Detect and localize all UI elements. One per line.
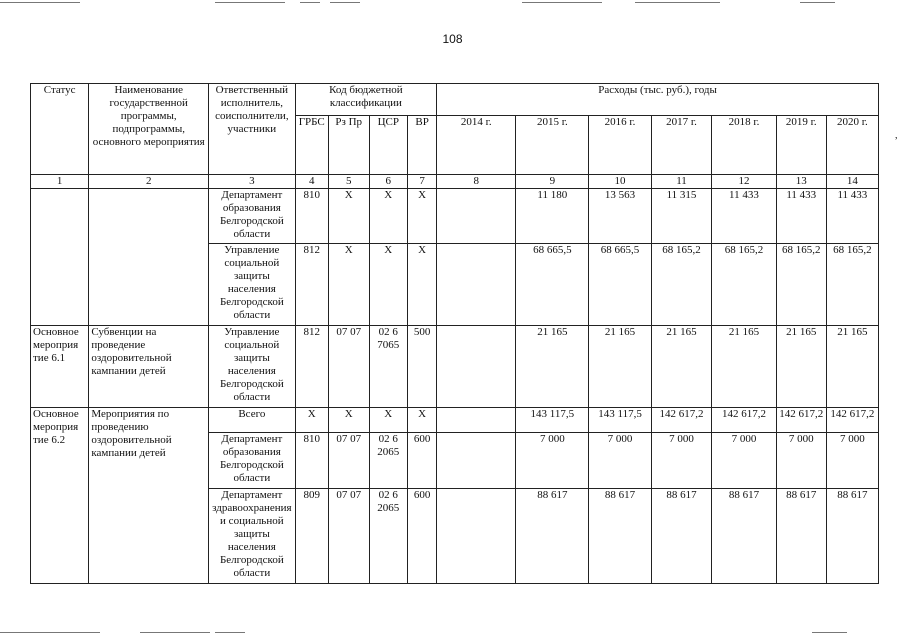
responsible-cell: Управление социальной защиты населения Белгородской области [209, 244, 295, 326]
value-cell [437, 433, 516, 489]
header-year: 2020 г. [826, 116, 878, 175]
vr-cell: 600 [408, 489, 437, 584]
grbs-cell: 812 [295, 326, 328, 408]
csr-cell: Х [369, 244, 408, 326]
value-cell: 88 617 [589, 489, 652, 584]
value-cell: 11 433 [826, 189, 878, 244]
table-row [31, 326, 879, 408]
header-year: 2016 г. [589, 116, 652, 175]
csr-cell: 02 6 2065 [369, 433, 408, 489]
header-expenses: Расходы (тыс. руб.), годы [437, 84, 879, 116]
value-cell: 142 617,2 [826, 408, 878, 433]
column-number: 1 [31, 175, 89, 189]
column-number: 10 [589, 175, 652, 189]
value-cell: 21 165 [589, 326, 652, 408]
value-cell: 143 117,5 [589, 408, 652, 433]
header-csr: ЦСР [369, 116, 408, 175]
csr-cell: 02 6 2065 [369, 489, 408, 584]
value-cell [437, 489, 516, 584]
value-cell: 68 665,5 [516, 244, 589, 326]
value-cell: 11 433 [712, 189, 777, 244]
header-status: Статус [31, 84, 89, 175]
responsible-cell: Департамент образования Белгородской области [209, 189, 295, 244]
grbs-cell: 810 [295, 189, 328, 244]
status-cell: Основное мероприя тие 6.2 [31, 408, 89, 584]
vr-cell: 500 [408, 326, 437, 408]
value-cell: 21 165 [651, 326, 711, 408]
value-cell: 68 165,2 [651, 244, 711, 326]
rzpr-cell: 07 07 [328, 489, 369, 584]
value-cell: 11 180 [516, 189, 589, 244]
column-number-row [31, 175, 879, 189]
header-vr: ВР [408, 116, 437, 175]
page-number: 108 [442, 32, 463, 46]
value-cell: 21 165 [776, 326, 826, 408]
vr-cell: Х [408, 408, 437, 433]
header-responsible: Ответственный исполнитель, соисполнители, участники [209, 84, 295, 175]
header-grbs: ГРБС [295, 116, 328, 175]
rzpr-cell: Х [328, 244, 369, 326]
rzpr-cell: Х [328, 408, 369, 433]
value-cell: 11 315 [651, 189, 711, 244]
vr-cell: Х [408, 189, 437, 244]
value-cell [437, 244, 516, 326]
responsible-cell: Управление социальной защиты населения Белгородской области [209, 326, 295, 408]
rzpr-cell: Х [328, 189, 369, 244]
budget-table [30, 83, 879, 584]
csr-cell: 02 6 7065 [369, 326, 408, 408]
value-cell: 142 617,2 [712, 408, 777, 433]
name-cell: Субвенции на проведение оздоровительной кампании детей [89, 326, 209, 408]
header-year: 2018 г. [712, 116, 777, 175]
value-cell: 88 617 [776, 489, 826, 584]
rzpr-cell: 07 07 [328, 433, 369, 489]
grbs-cell: 810 [295, 433, 328, 489]
header-year: 2015 г. [516, 116, 589, 175]
csr-cell: Х [369, 408, 408, 433]
value-cell: 7 000 [516, 433, 589, 489]
column-number: 6 [369, 175, 408, 189]
column-number: 4 [295, 175, 328, 189]
column-number: 11 [651, 175, 711, 189]
value-cell: 88 617 [712, 489, 777, 584]
value-cell: 13 563 [589, 189, 652, 244]
value-cell: 68 665,5 [589, 244, 652, 326]
column-number: 7 [408, 175, 437, 189]
value-cell: 7 000 [712, 433, 777, 489]
column-number: 13 [776, 175, 826, 189]
value-cell: 68 165,2 [776, 244, 826, 326]
value-cell: 68 165,2 [712, 244, 777, 326]
value-cell: 142 617,2 [651, 408, 711, 433]
value-cell: 21 165 [516, 326, 589, 408]
header-name: Наименование государственной программы, подпрограммы, основного мероприятия [89, 84, 209, 175]
header-budget-code: Код бюджетной классификации [295, 84, 437, 116]
grbs-cell: Х [295, 408, 328, 433]
grbs-cell: 809 [295, 489, 328, 584]
rzpr-cell: 07 07 [328, 326, 369, 408]
column-number: 12 [712, 175, 777, 189]
vr-cell: Х [408, 244, 437, 326]
column-number: 2 [89, 175, 209, 189]
value-cell: 7 000 [776, 433, 826, 489]
value-cell: 11 433 [776, 189, 826, 244]
column-number: 14 [826, 175, 878, 189]
table-row [31, 189, 879, 244]
name-cell [89, 189, 209, 326]
value-cell: 7 000 [651, 433, 711, 489]
value-cell: 88 617 [516, 489, 589, 584]
header-year: 2014 г. [437, 116, 516, 175]
value-cell: 68 165,2 [826, 244, 878, 326]
status-cell [31, 189, 89, 326]
value-cell [437, 408, 516, 433]
value-cell: 7 000 [826, 433, 878, 489]
responsible-cell: Департамент образования Белгородской области [209, 433, 295, 489]
header-rzpr: Рз Пр [328, 116, 369, 175]
table-row [31, 408, 879, 433]
vr-cell: 600 [408, 433, 437, 489]
value-cell: 21 165 [826, 326, 878, 408]
column-number: 3 [209, 175, 295, 189]
name-cell: Мероприятия по проведению оздоровительной кампании детей [89, 408, 209, 584]
responsible-cell: Всего [209, 408, 295, 433]
header-year: 2017 г. [651, 116, 711, 175]
value-cell: 7 000 [589, 433, 652, 489]
value-cell [437, 326, 516, 408]
margin-mark: , [895, 130, 898, 141]
status-cell: Основное мероприя тие 6.1 [31, 326, 89, 408]
header-year: 2019 г. [776, 116, 826, 175]
column-number: 9 [516, 175, 589, 189]
column-number: 8 [437, 175, 516, 189]
column-number: 5 [328, 175, 369, 189]
value-cell: 142 617,2 [776, 408, 826, 433]
responsible-cell: Департамент здравоохранения и социальной защиты населения Белгородской области [209, 489, 295, 584]
value-cell [437, 189, 516, 244]
grbs-cell: 812 [295, 244, 328, 326]
value-cell: 88 617 [651, 489, 711, 584]
value-cell: 143 117,5 [516, 408, 589, 433]
value-cell: 21 165 [712, 326, 777, 408]
header-row-1 [31, 84, 879, 116]
value-cell: 88 617 [826, 489, 878, 584]
csr-cell: Х [369, 189, 408, 244]
